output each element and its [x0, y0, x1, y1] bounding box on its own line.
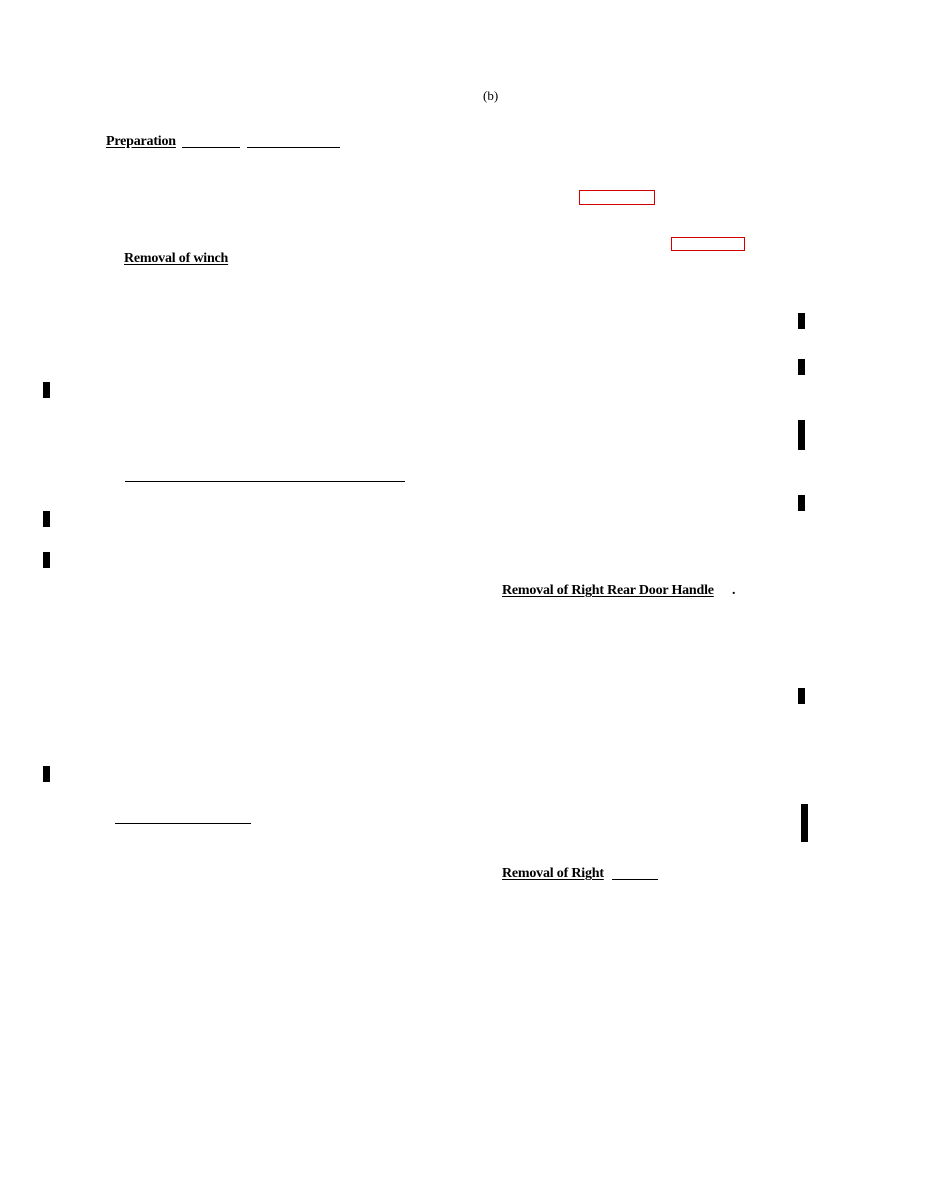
heading-removal-right-rear-door-handle: Removal of Right Rear Door Handle	[502, 583, 714, 598]
left-underline-short	[115, 823, 251, 824]
reference-link-box-1[interactable]	[579, 190, 655, 205]
change-bar-left-4	[43, 766, 50, 782]
change-bar-right-3	[798, 420, 805, 450]
change-bar-left-2	[43, 511, 50, 527]
change-bar-right-5	[798, 688, 805, 704]
left-underline-long	[125, 481, 405, 482]
change-bar-left-3	[43, 552, 50, 568]
change-bar-left-1	[43, 382, 50, 398]
change-bar-right-6	[801, 804, 808, 842]
change-bar-right-1	[798, 313, 805, 329]
heading-removal-right-rear-door-handle-period: .	[732, 583, 736, 598]
heading-removal-of-right: Removal of Right	[502, 866, 604, 881]
step-marker: (b)	[483, 88, 499, 103]
preparation-underline-2	[247, 147, 340, 148]
reference-link-box-2[interactable]	[671, 237, 745, 251]
heading-removal-of-winch: Removal of winch	[124, 251, 229, 266]
change-bar-right-2	[798, 359, 805, 375]
heading-preparation: Preparation	[106, 134, 176, 149]
removal-of-right-underline	[612, 879, 658, 880]
change-bar-right-4	[798, 495, 805, 511]
preparation-underline-1	[182, 147, 240, 148]
